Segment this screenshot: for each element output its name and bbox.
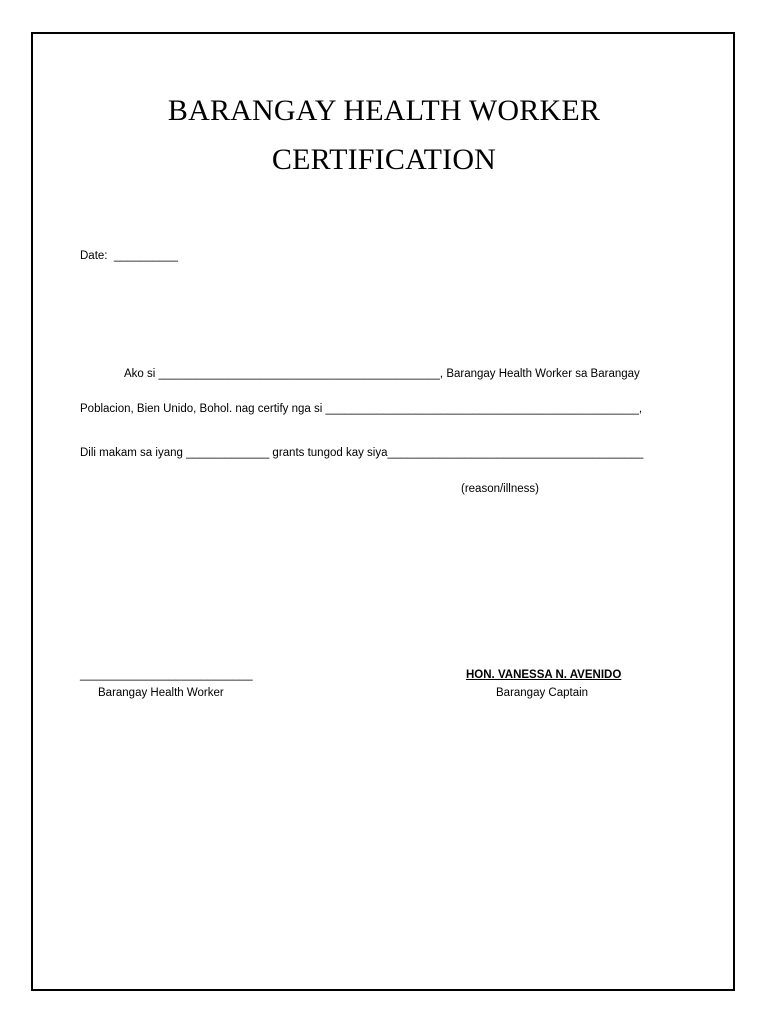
document-title-line-2: CERTIFICATION xyxy=(271,143,497,176)
captain-name: HON. VANESSA N. AVENIDO xyxy=(466,669,622,681)
worker-signature-title: Barangay Health Worker xyxy=(98,687,224,699)
document-title-line-1: BARANGAY HEALTH WORKER xyxy=(167,94,601,127)
reason-note: (reason/illness) xyxy=(461,483,539,495)
captain-title: Barangay Captain xyxy=(496,687,589,699)
certification-text-line-1: Ako si ____________________________________________, Barangay Health Worker sa Barangay xyxy=(124,368,640,380)
date-field: Date: __________ xyxy=(80,250,178,262)
certification-text-line-2: Poblacion, Bien Unido, Bohol. nag certify nga si _________________________________________________, xyxy=(80,403,643,415)
certification-text-line-3: Dili makam sa iyang _____________ grants tungod kay siya________________________________________ xyxy=(80,447,644,459)
worker-signature-line: ___________________________ xyxy=(80,669,253,681)
